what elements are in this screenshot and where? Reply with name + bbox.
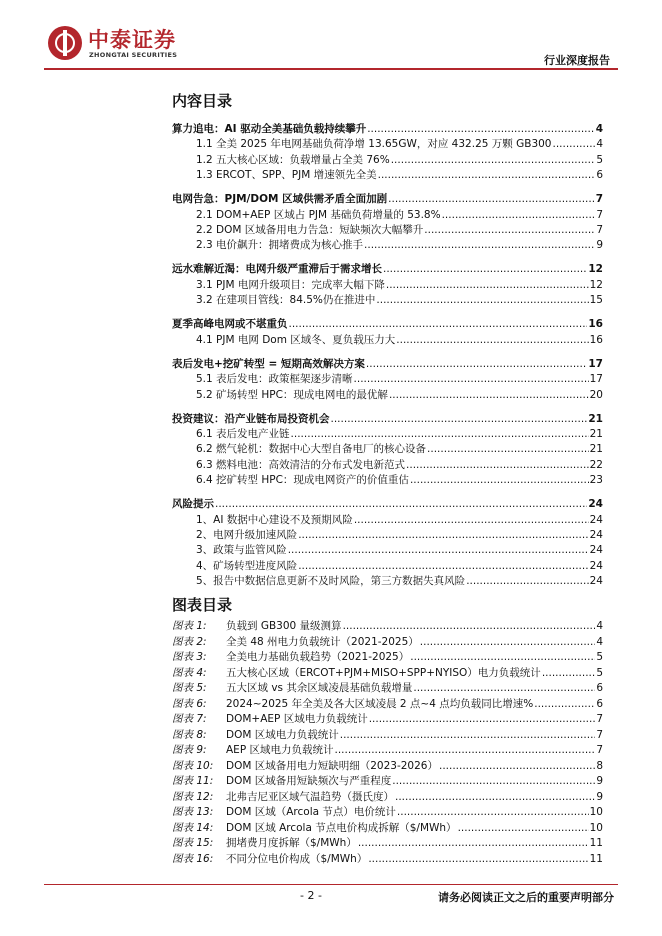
toc-entry-page: 7 (596, 223, 603, 236)
toc-entry-page: 7 (596, 208, 603, 221)
dot-leader (376, 293, 588, 307)
toc-chapter-entry[interactable] (172, 357, 603, 371)
toc-section-entry[interactable] (172, 427, 603, 441)
dot-leader (288, 543, 589, 557)
figure-title: 五大区域 vs 其余区域凌晨基础负载增量 (226, 682, 413, 694)
toc-entry-text: 6.2 燃气轮机：数据中心大型自备电厂的核心设备 (196, 443, 427, 456)
dot-leader (442, 208, 596, 222)
dot-leader (215, 497, 587, 511)
dot-leader (368, 852, 588, 866)
figure-page: 9 (596, 790, 603, 803)
toc-entry-text: 3、政策与监管风险 (196, 544, 287, 557)
company-name-cn: 中泰证券 (88, 28, 176, 52)
dot-leader (354, 372, 589, 386)
toc-section-entry[interactable] (172, 442, 603, 456)
toc-entry-text: 3.1 PJM 电网升级项目：完成率大幅下降 (196, 278, 385, 291)
figure-title: DOM 区域（Arcola 节点）电价统计 (226, 806, 396, 818)
toc-title: 内容目录 (172, 92, 233, 110)
figure-entry[interactable] (172, 821, 603, 835)
dot-leader (367, 122, 594, 136)
figure-label: 图表 16: (172, 852, 214, 865)
figure-page: 7 (596, 744, 603, 756)
figure-title: 五大核心区域（ERCOT+PJM+MISO+SPP+NYISO）电力负载统计 (226, 666, 541, 679)
figure-page: 7 (596, 728, 603, 741)
toc-entry-text: 6.4 挖矿转型 HPC：现成电网资产的价值重估 (196, 474, 409, 486)
toc-entry-page: 24 (589, 528, 603, 541)
figure-page: 11 (589, 852, 603, 865)
toc-entry-text: 电网告急：PJM/DOM 区域供需矛盾全面加剧 (172, 193, 388, 206)
dot-leader (413, 681, 595, 695)
dot-leader (410, 473, 589, 487)
figure-title: DOM+AEP 区域电力负载统计 (226, 713, 368, 725)
dot-leader (542, 666, 596, 680)
dot-leader (552, 137, 595, 151)
toc-entry-page: 21 (588, 412, 603, 425)
figure-entry[interactable] (172, 697, 603, 711)
toc-section-entry[interactable] (172, 168, 603, 182)
footer-divider (44, 884, 618, 885)
toc-entry-page: 24 (589, 559, 603, 572)
dot-leader (298, 559, 588, 573)
dot-leader (389, 388, 589, 402)
dot-leader (388, 192, 595, 206)
dot-leader (298, 528, 588, 542)
toc-chapter-entry[interactable] (172, 497, 603, 511)
toc-entry-page: 7 (595, 193, 603, 206)
figure-title: 负载到 GB300 量级测算 (226, 620, 342, 632)
dot-leader (340, 728, 596, 742)
toc-chapter-entry[interactable] (172, 192, 603, 206)
dot-leader (331, 412, 588, 426)
figure-label: 图表 12: (172, 790, 214, 803)
toc-entry-text: 5、报告中数据信息更新不及时风险，第三方数据失真风险 (196, 574, 466, 587)
figure-title: 不同分位电价构成（$/MWh） (226, 852, 368, 865)
dot-leader (534, 697, 595, 711)
figure-label: 图表 5: (172, 682, 207, 694)
toc-section-entry[interactable] (172, 223, 603, 237)
toc-entry-page: 12 (588, 263, 603, 276)
figure-title: 全美电力基础负载趋势（2021-2025） (226, 651, 410, 663)
report-type: 行业深度报告 (544, 54, 610, 67)
figure-entry[interactable] (172, 650, 603, 664)
toc-section-entry[interactable] (172, 543, 603, 557)
toc-entry-page: 24 (589, 574, 603, 587)
figure-title: DOM 区域备用电力短缺明细（2023-2026） (226, 759, 438, 772)
toc-entry-text: 2.3 电价飙升：拥堵费成为核心推手 (196, 239, 364, 252)
figure-title: 北弗吉尼亚区域气温趋势（摄氏度） (226, 790, 394, 803)
toc-entry-text: 4.1 PJM 电网 Dom 区域冬、夏负载压力大 (196, 333, 396, 346)
toc-section-entry[interactable] (172, 153, 603, 167)
dot-leader (396, 333, 588, 347)
figure-label: 图表 7: (172, 713, 207, 725)
dot-leader (291, 427, 589, 441)
toc-entry-page: 16 (589, 333, 603, 346)
dot-leader (364, 238, 595, 252)
figure-entry[interactable] (172, 712, 603, 726)
dot-leader (289, 317, 588, 331)
figure-label: 图表 9: (172, 744, 207, 756)
dot-leader (424, 223, 595, 237)
figure-title: DOM 区域备用短缺频次与严重程度 (226, 775, 392, 787)
toc-section-entry[interactable] (172, 458, 603, 472)
company-name-en: ZHONGTAI SECURITIES (89, 51, 178, 59)
toc-entry-text: 2、电网升级加速风险 (196, 528, 298, 541)
toc-entry-page: 12 (589, 278, 603, 291)
figure-label: 图表 3: (172, 651, 207, 663)
figure-entry[interactable] (172, 836, 603, 850)
figure-label: 图表 15: (172, 837, 214, 849)
figure-label: 图表 8: (172, 728, 207, 741)
toc-entry-text: 6.1 表后发电产业链 (196, 428, 290, 441)
toc-entry-page: 5 (596, 153, 603, 166)
toc-entry-page: 23 (589, 474, 603, 486)
toc-section-entry[interactable] (172, 574, 603, 588)
toc-section-entry[interactable] (172, 293, 603, 307)
figure-label: 图表 6: (172, 697, 207, 710)
toc-entry-text: 远水难解近渴：电网升级严重滞后于需求增长 (172, 263, 382, 276)
dot-leader (354, 513, 589, 527)
toc-section-entry[interactable] (172, 333, 603, 347)
figure-label: 图表 4: (172, 666, 207, 679)
dot-leader (335, 743, 596, 757)
figure-entry[interactable] (172, 619, 603, 633)
toc-section-entry[interactable] (172, 238, 603, 252)
toc-entry-page: 4 (595, 123, 603, 135)
toc-entry-text: 夏季高峰电网或不堪重负 (172, 318, 288, 331)
figure-page: 5 (596, 651, 603, 663)
dot-leader (466, 574, 588, 588)
figure-page: 7 (596, 713, 603, 725)
toc-entry-text: 2.1 DOM+AEP 区域占 PJM 基础负荷增量的 53.8% (196, 208, 441, 221)
toc-chapter-entry[interactable] (172, 412, 603, 426)
toc-chapter-entry[interactable] (172, 122, 603, 136)
toc-entry-page: 16 (588, 318, 603, 331)
toc-entry-text: 5.1 表后发电：政策框架逐步清晰 (196, 373, 353, 386)
figure-label: 图表 11: (172, 775, 214, 787)
toc-entry-page: 6 (596, 168, 603, 181)
toc-section-entry[interactable] (172, 208, 603, 222)
figure-page: 8 (596, 759, 603, 772)
dot-leader (369, 712, 596, 726)
header-divider (44, 68, 618, 70)
toc-entry-text: 算力追电：AI 驱动全美基础负载持续攀升 (172, 123, 367, 135)
toc-entry-text: 3.2 在建项目管线：84.5%仍在推进中 (196, 294, 376, 306)
toc-entry-text: 表后发电+挖矿转型 = 短期高效解决方案 (172, 357, 365, 370)
toc-entry-text: 1.1 全美 2025 年电网基础负荷净增 13.65GW，对应 432.25 万颗 GB300 (196, 138, 552, 151)
figure-page: 10 (589, 821, 603, 834)
toc-entry-text: 2.2 DOM 区域备用电力告急：短缺频次大幅攀升 (196, 223, 424, 236)
figure-page: 9 (596, 775, 603, 787)
toc-entry-text: 4、矿场转型进度风险 (196, 559, 298, 572)
dot-leader (395, 790, 595, 804)
figure-title: DOM 区域电力负载统计 (226, 728, 339, 741)
toc-section-entry[interactable] (172, 388, 603, 402)
figure-page: 6 (596, 682, 603, 694)
figure-page: 4 (596, 635, 603, 648)
page-number: - 2 - (300, 889, 322, 902)
toc-entry-page: 15 (589, 294, 603, 306)
dot-leader (392, 774, 595, 788)
toc-entry-page: 21 (589, 428, 603, 441)
toc-section-entry[interactable] (172, 559, 603, 573)
toc-entry-page: 21 (589, 443, 603, 456)
toc-entry-text: 6.3 燃料电池：高效清洁的分布式发电新范式 (196, 458, 406, 471)
figure-title: 2024~2025 年全美及各大区域凌晨 2 点~4 点均负载同比增速% (226, 697, 534, 710)
toc-entry-page: 24 (588, 498, 603, 511)
figure-title: AEP 区域电力负载统计 (226, 744, 334, 756)
dot-leader (386, 278, 589, 292)
toc-entry-text: 投资建议：沿产业链布局投资机会 (172, 412, 330, 425)
figure-page: 10 (589, 806, 603, 818)
dot-leader (378, 168, 596, 182)
dot-leader (358, 836, 589, 850)
figure-page: 6 (596, 697, 603, 710)
dot-leader (406, 458, 589, 472)
toc-entry-page: 9 (596, 239, 603, 252)
toc-entry-page: 20 (589, 388, 603, 401)
figure-label: 图表 13: (172, 806, 214, 818)
figure-label: 图表 2: (172, 635, 207, 648)
figure-entry[interactable] (172, 805, 603, 819)
figure-entry[interactable] (172, 774, 603, 788)
toc-chapter-entry[interactable] (172, 317, 603, 331)
dot-leader (366, 357, 587, 371)
figure-page: 4 (596, 620, 603, 632)
dot-leader (427, 442, 589, 456)
figure-entry[interactable] (172, 743, 603, 757)
company-logo-icon (48, 26, 82, 60)
figure-entry[interactable] (172, 666, 603, 680)
toc-section-entry[interactable] (172, 473, 603, 487)
toc-entry-page: 22 (589, 458, 603, 471)
figure-entry[interactable] (172, 852, 603, 866)
toc-entry-text: 1.2 五大核心区域：负载增量占全美 76% (196, 153, 390, 166)
figure-entry[interactable] (172, 635, 603, 649)
toc-section-entry[interactable] (172, 513, 603, 527)
dot-leader (391, 153, 596, 167)
dot-leader (439, 759, 595, 773)
dot-leader (458, 821, 589, 835)
dot-leader (343, 619, 596, 633)
toc-entry-text: 1.3 ERCOT、SPP、PJM 增速领先全美 (196, 168, 377, 181)
toc-section-entry[interactable] (172, 278, 603, 292)
toc-entry-text: 风险提示 (172, 498, 214, 511)
figure-label: 图表 14: (172, 821, 214, 834)
toc-entry-text: 1、AI 数据中心建设不及预期风险 (196, 513, 353, 526)
toc-section-entry[interactable] (172, 372, 603, 386)
figure-entry[interactable] (172, 728, 603, 742)
figure-title: DOM 区域 Arcola 节点电价构成拆解（$/MWh） (226, 821, 457, 834)
figure-label: 图表 1: (172, 620, 207, 632)
toc-chapter-entry[interactable] (172, 262, 603, 276)
dot-leader (397, 805, 589, 819)
toc-entry-page: 4 (596, 138, 603, 151)
dot-leader (383, 262, 587, 276)
figure-title: 拥堵费月度拆解（$/MWh） (226, 837, 357, 849)
figure-label: 图表 10: (172, 759, 214, 772)
disclaimer: 请务必阅读正文之后的重要声明部分 (438, 891, 614, 904)
figure-page: 5 (596, 666, 603, 679)
dot-leader (410, 650, 595, 664)
figure-title: 全美 48 州电力负载统计（2021-2025） (226, 635, 419, 648)
toc-section-entry[interactable] (172, 528, 603, 542)
figure-entry[interactable] (172, 759, 603, 773)
page-header (0, 0, 662, 70)
toc-entry-text: 5.2 矿场转型 HPC：现成电网电的最优解 (196, 388, 388, 401)
figure-entry[interactable] (172, 681, 603, 695)
dot-leader (420, 635, 596, 649)
toc-entry-page: 17 (589, 373, 603, 386)
figure-entry[interactable] (172, 790, 603, 804)
toc-entry-page: 24 (589, 544, 603, 557)
figures-title: 图表目录 (172, 596, 233, 614)
figure-page: 11 (589, 837, 603, 849)
toc-entry-page: 17 (588, 357, 603, 370)
toc-section-entry[interactable] (172, 137, 603, 151)
toc-entry-page: 24 (589, 513, 603, 526)
